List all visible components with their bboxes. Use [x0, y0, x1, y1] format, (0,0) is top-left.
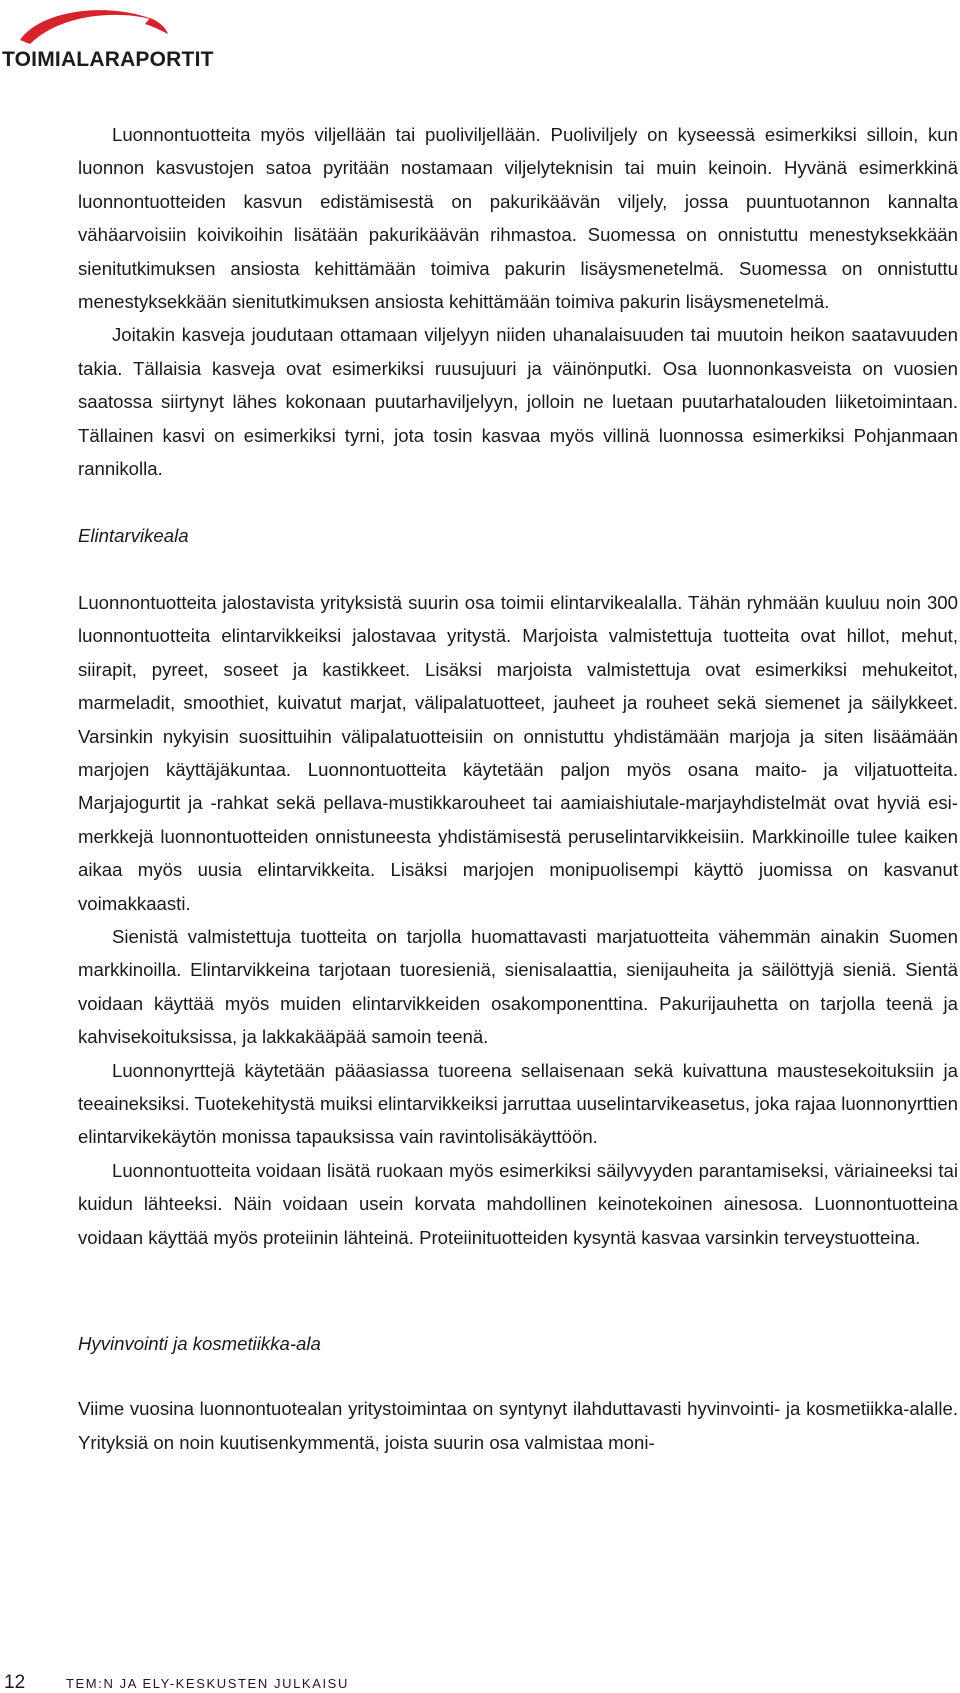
paragraph: Viime vuosina luonnontuotealan yritystoimintaa on syntynyt ilahduttavasti hyvinvointi- ja kosmetiikka-alalle. Yrityksiä on noin kuutisenkymmentä, joista suurin osa valmistaa moni-	[78, 1398, 958, 1453]
paragraph: Luonnontuotteita voidaan lisätä ruokaan myös esimerkiksi säilyvyyden parantamiseksi, väriaineeksi tai kuidun lähteeksi. Näin voidaan usein korvata mahdollinen keinotekoinen ainesosa. Luonnontuotteina voidaan käyttää myös proteiinin lähteinä. Proteiinituotteiden kysyntä kasvaa varsinkin terveystuotteina.	[78, 1159, 958, 1248]
page-number: 12	[4, 1672, 26, 1693]
logo-text: TOIMIALARAPORTIT	[2, 48, 214, 71]
paragraph: Luonnonyrttejä käytetään pääasiassa tuoreena sellaisenaan sekä kuivattuna maustesekoituksiin ja teeaineksiksi. Tuotekehitystä muiksi elintarvikkeiksi jarruttaa uuselintarvikeasetus, joka rajaa luonnonyrttien elintarvikekäytön monissa tapauksissa vain ravintolisäkäyttöön.	[78, 1059, 958, 1148]
page-footer	[0, 1673, 960, 1693]
logo	[0, 0, 214, 80]
paragraph: Joitakin kasveja joudutaan ottamaan viljelyyn niiden uhanalaisuuden tai muutoin heikon saatavuuden takia. Tällaisia kasveja ovat esimerkiksi ruusujuuri ja väinönputki. Osa luonnonkasveista on vuosien saatossa siirtynyt lähes kokonaan puutarhaviljelyyn, jolloin ne luetaan puutarhatalouden liiketoimintaan. Tällainen kasvi on esimerkiksi tyrni, jota tosin kasvaa myös villinä luonnossa esimerkiksi Pohjanmaan rannikolla.	[78, 324, 958, 480]
paragraph: Luonnontuotteita jalostavista yrityksistä suurin osa toimii elintarvikealalla. Tähän ryhmään kuuluu noin 300 luonnontuotteita elintarvikkeiksi jalostavaa yritystä. Marjoista valmistettuja tuotteita ovat hillot, mehut, siirapit, pyreet, soseet ja kastikkeet. Lisäksi marjoista valmistettuja ovat esimerkiksi mehukeitot, marmeladit, smoothiet, kuivatut marjat, välipalatuotteet, jauheet ja rouheet sekä siemenet ja säilykkeet. Varsinkin nykyisin suosittuihin välipalatuotteisiin on onnistuttu yhdistämään marjoja ja siten lisäämään marjojen käyttäjäkuntaa. Luonnontuotteita käytetään paljon myös osana maito- ja viljatuotteita. Marjajogurtit ja -rahkat sekä pellava-mustikkarouheet tai aamiaishiutale-marjayhdistelmät ovat hyviä esimerkkejä luonnontuotteiden onnistuneesta yhdistämisestä peruselintarvikkeisiin. Markkinoille tulee kaiken aikaa myös uusia elintarvikkeita. Lisäksi marjojen monipuolisempi käyttö juomissa on kasvanut voimakkaasti.	[78, 591, 958, 914]
logo-swoosh-icon	[0, 0, 200, 52]
section-heading-hyvinvointi: Hyvinvointi ja kosmetiikka-ala	[78, 1333, 321, 1354]
section-heading-elintarvikeala: Elintarvikeala	[78, 525, 189, 547]
document-body	[78, 118, 958, 1459]
publication-title: TEM:N JA ELY-KESKUSTEN JULKAISU	[66, 1676, 349, 1691]
paragraph: Sienistä valmistettuja tuotteita on tarjolla huomattavasti marjatuotteita vähemmän ainakin Suomen markkinoilla. Elintarvikkeina tarjotaan tuoresieniä, sienisalaattia, sienijauheita ja säilöttyjä sieniä. Sientä voidaan käyttää myös muiden elintarvikkeiden osakomponenttina. Pakurijauhetta on tarjolla teenä ja kahvisekoituksissa, ja lakkakääpää samoin teenä.	[78, 925, 958, 1048]
paragraph: Luonnontuotteita myös viljellään tai puoliviljellään. Puoliviljely on kyseessä esimerkiksi silloin, kun luonnon kasvustojen satoa pyritään nostamaan viljelyteknisin tai muin keinoin. Hyvänä esimerkkinä luonnontuotteiden kasvun edistämisestä on pakurikäävän viljely, jossa puuntuotannon kannalta vähäarvoisiin koivikoihin lisätään pakurikäävän rihmastoa. Suomessa on onnistuttu menestyksekkään sienitutkimuksen ansiosta kehittämään toimiva pakurin lisäysmenetelmä. Suomessa on onnistuttu menestyksekkään sienitutkimuksen ansiosta kehittämään toimiva pakurin lisäysmenetelmä.	[78, 124, 958, 313]
